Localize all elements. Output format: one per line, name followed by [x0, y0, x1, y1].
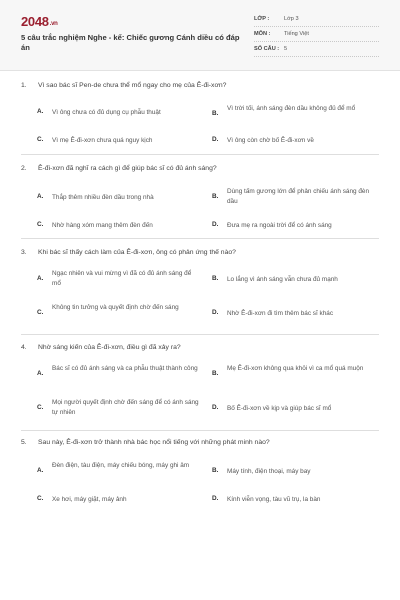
option-text: Mọi người quyết định chờ đến sáng để có ánh sáng tự nhiên [52, 399, 199, 416]
question-divider [21, 238, 379, 239]
option-text: Vì mẹ Ê-đi-xơn chưa quá nguy kịch [52, 137, 153, 144]
logo-suffix: .vn [49, 21, 58, 27]
option-text: Máy tính, điện thoại, máy bay [227, 468, 311, 475]
option-text: Thắp thêm nhiều đèn dầu trong nhà [52, 194, 154, 201]
option-letter: C. [37, 221, 44, 228]
question-divider [21, 334, 379, 335]
option-text: Lo lắng vì ánh sáng vẫn chưa đủ mạnh [227, 276, 338, 283]
option-letter: B. [212, 467, 219, 474]
question-number: 2. [21, 165, 27, 172]
quiz-header [0, 0, 400, 71]
option-letter: B. [212, 110, 219, 117]
option-text: Mẹ Ê-đi-xơn không qua khỏi vì ca mổ quá muộn [227, 365, 364, 372]
option-letter: B. [212, 275, 219, 282]
question-divider [21, 430, 379, 431]
question-text [21, 82, 391, 89]
question-number: 4. [21, 344, 27, 351]
question-text [21, 249, 391, 256]
option-letter: A. [37, 275, 44, 282]
question-text [21, 165, 391, 172]
meta-row-count [254, 42, 379, 57]
site-logo[interactable] [21, 14, 58, 29]
option-letter: D. [212, 221, 219, 228]
option-text: Vì trời tối, ánh sáng đèn dầu không đủ để mổ [227, 105, 356, 112]
question-number: 3. [21, 249, 27, 256]
option-letter: D. [212, 136, 219, 143]
option-letter: A. [37, 370, 44, 377]
option-letter: D. [212, 309, 219, 316]
question-prompt: Vì sao bác sĩ Pen-de chưa thể mổ ngay cho mẹ của Ê-đi-xơn? [38, 82, 227, 89]
option-letter: D. [212, 495, 219, 502]
option-text: Bác sĩ có đủ ánh sáng và ca phẫu thuật thành công [52, 365, 198, 372]
option-text: Không tin tưởng và quyết định chờ đến sáng [52, 304, 179, 311]
quiz-title: 5 câu trắc nghiệm Nghe - kể: Chiếc gương Cánh diều có đáp án [21, 33, 240, 52]
option-letter: A. [37, 193, 44, 200]
option-letter: B. [212, 370, 219, 377]
option-letter: D. [212, 404, 219, 411]
meta-label: SỐ CÂU : [254, 46, 280, 52]
option-letter: C. [37, 136, 44, 143]
option-letter: A. [37, 108, 44, 115]
question-text [21, 439, 391, 446]
meta-value: 5 [284, 46, 288, 52]
option-letter: A. [37, 467, 44, 474]
question-text [21, 344, 391, 351]
question-prompt: Ê-đi-xơn đã nghĩ ra cách gì để giúp bác sĩ có đủ ánh sáng? [38, 165, 217, 172]
option-text: Kính viễn vọng, tàu vũ trụ, la bàn [227, 496, 321, 503]
option-letter: B. [212, 193, 219, 200]
question-number: 1. [21, 82, 27, 89]
option-text: Đèn điện, tàu điện, máy chiếu bóng, máy ghi âm [52, 462, 190, 469]
logo-text: 2048 [21, 14, 49, 29]
question-divider [21, 154, 379, 155]
question-prompt: Khi bác sĩ thấy cách làm của Ê-đi-xơn, ông có phản ứng thế nào? [38, 249, 236, 256]
option-letter: C. [37, 309, 44, 316]
option-text: Xe hơi, máy giặt, máy ảnh [52, 496, 127, 503]
option-text: Nhờ Ê-đi-xơn đi tìm thêm bác sĩ khác [227, 310, 334, 317]
option-text: Đưa mẹ ra ngoài trời để có ánh sáng [227, 222, 332, 229]
option-text: Nhờ hàng xóm mang thêm đèn đến [52, 222, 153, 229]
meta-label: MÔN : [254, 31, 271, 37]
option-letter: C. [37, 495, 44, 502]
meta-row-class [254, 12, 379, 27]
meta-value: Lớp 3 [284, 16, 299, 22]
question-number: 5. [21, 439, 27, 446]
option-text: Ngạc nhiên và vui mừng vì đã có đủ ánh sáng để mổ [52, 270, 192, 287]
meta-row-subject [254, 27, 379, 42]
option-text: Vì ông còn chờ bố Ê-đi-xơn về [227, 137, 314, 144]
option-text: Dùng tấm gương lớn để phản chiếu ánh sáng đèn dầu [227, 188, 369, 205]
question-prompt: Nhờ sáng kiến của Ê-đi-xơn, điều gì đã xảy ra? [38, 344, 181, 351]
question-prompt: Sau này, Ê-đi-xơn trở thành nhà bác học nổi tiếng với những phát minh nào? [38, 439, 270, 446]
meta-label: LỚP : [254, 16, 270, 22]
option-letter: C. [37, 404, 44, 411]
option-text: Bố Ê-đi-xơn về kịp và giúp bác sĩ mổ [227, 405, 332, 412]
meta-value: Tiếng Việt [284, 31, 309, 37]
option-text: Vì ông chưa có đủ dụng cụ phẫu thuật [52, 109, 161, 116]
